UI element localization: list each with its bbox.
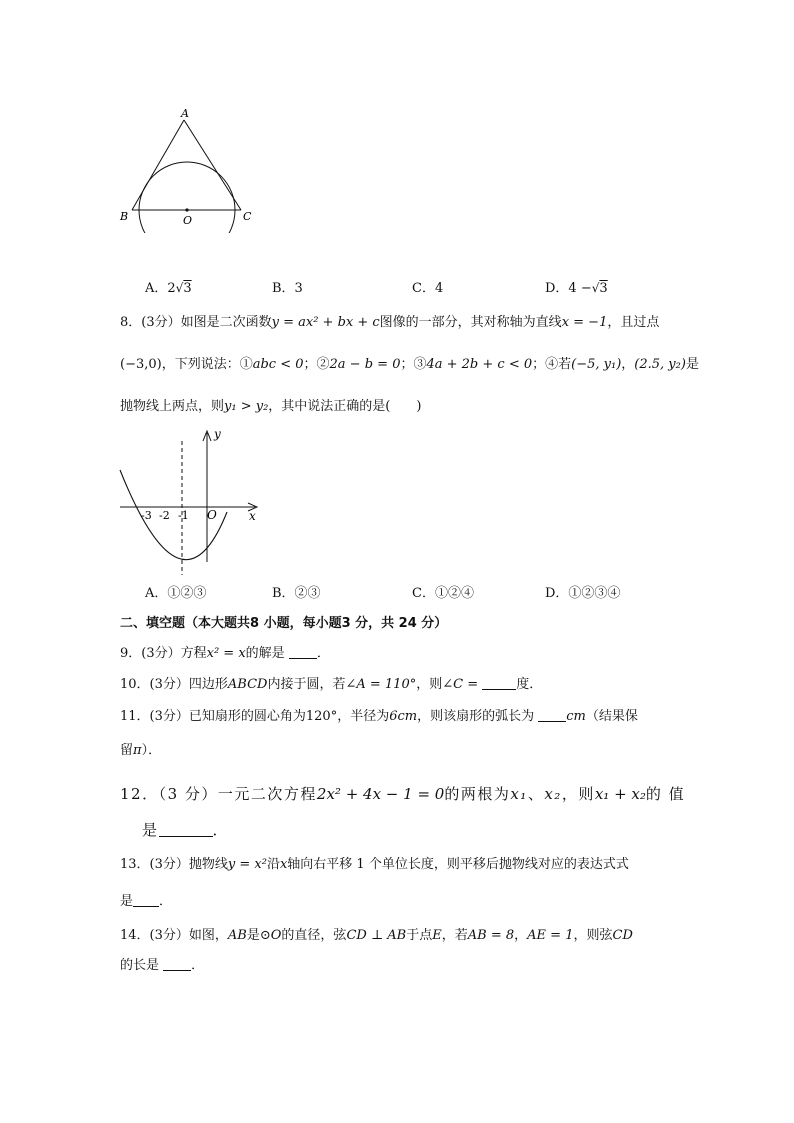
text: 是 <box>246 928 260 943</box>
text: 的长是 <box>120 958 160 973</box>
math: x₂ <box>544 785 562 803</box>
text: 度． <box>516 677 543 692</box>
tick-neg2: -2 <box>159 509 170 522</box>
math: x = −1 <box>561 315 608 330</box>
text: 13．(3分）抛物线 <box>120 857 228 872</box>
side-ab <box>132 120 184 210</box>
text: 轴向右平移 1 个单位长度，则平移后抛物线对应的表达式式 <box>287 857 629 872</box>
q8-line2 <box>120 356 699 374</box>
text: 9．(3分）方程 <box>120 646 207 661</box>
math: y = x² <box>227 857 267 872</box>
text: ，其中说法正确的是( ) <box>268 399 422 414</box>
text: 、 <box>527 785 545 803</box>
q8-line3 <box>120 398 421 416</box>
option-text: D．4 − <box>545 281 592 296</box>
text: ，则该扇形的弧长为 <box>417 709 535 724</box>
math: ABCD <box>227 677 268 692</box>
text: 于点 <box>406 928 433 943</box>
answer-blank[interactable] <box>159 824 213 837</box>
text: 抛物线上两点，则 <box>120 399 225 414</box>
text: ，若 <box>441 928 468 943</box>
section-heading: 二、填空题（本大题共8 小题，每小题3 分，共 24 分） <box>120 616 448 631</box>
math: x₁ + x₂ <box>594 785 646 803</box>
q7-option-b[interactable]: B．3 <box>272 281 303 296</box>
triangle-circle-figure <box>115 103 265 233</box>
label-a: A <box>181 107 189 120</box>
text: 8．(3分）如图是二次函数 <box>120 315 272 330</box>
text: ， <box>621 357 635 372</box>
q12-line1 <box>120 783 685 804</box>
q8-option-d[interactable]: D．①②③④ <box>545 586 621 601</box>
label-c: C <box>243 210 252 223</box>
math: ∠C = <box>442 677 479 692</box>
parabola-figure <box>115 425 270 580</box>
q11-line1 <box>120 708 638 726</box>
text: ，半径为 <box>337 709 390 724</box>
label-b: B <box>120 210 129 223</box>
text: 沿 <box>266 857 280 872</box>
text: ，则弦 <box>573 928 613 943</box>
q8-option-c[interactable]: C．①②④ <box>412 586 474 601</box>
text: 12．（3 分）一元二次方程 <box>120 785 317 803</box>
math: AE = 1 <box>527 928 574 943</box>
q8-option-a[interactable]: A．①②③ <box>145 586 207 601</box>
text: 10．(3分）四边形 <box>120 677 228 692</box>
text: ；③ <box>400 357 427 372</box>
text: ；② <box>303 357 330 372</box>
label-o: O <box>183 214 193 227</box>
math: 6cm <box>389 709 418 724</box>
text: ，则 <box>416 677 443 692</box>
tick-neg3: -3 <box>141 509 152 522</box>
math: 4a + 2b + c < 0 <box>426 357 533 372</box>
q13-line1 <box>120 856 629 874</box>
math: 120° <box>305 709 338 724</box>
text: 的解是 <box>245 646 285 661</box>
x-label: x <box>249 509 256 523</box>
math: y = ax² + bx + c <box>271 315 380 330</box>
text: ． <box>212 821 230 839</box>
text: ，下列说法：① <box>161 357 253 372</box>
q7-option-d[interactable]: D．4 −√3 <box>545 281 608 296</box>
text: ． <box>159 894 173 909</box>
math: abc < 0 <box>252 357 304 372</box>
q7-option-c[interactable]: C．4 <box>412 281 444 296</box>
q14-line2 <box>120 957 204 975</box>
text: 的 值 <box>645 785 686 803</box>
math: x² = x <box>206 646 246 661</box>
math: (−3,0) <box>120 357 162 372</box>
math: AB <box>227 928 247 943</box>
y-label: y <box>214 427 221 441</box>
text: 11．(3分）已知扇形的圆心角为 <box>120 709 306 724</box>
q9 <box>120 645 330 663</box>
math: y₁ > y₂ <box>224 399 269 414</box>
answer-blank[interactable] <box>482 677 516 690</box>
math: (−5, y₁) <box>571 357 622 372</box>
math: 2x² + 4x − 1 = 0 <box>316 785 445 803</box>
option-radicand: 3 <box>183 281 192 296</box>
text: 14．(3分）如图， <box>120 928 228 943</box>
text: ）． <box>141 743 162 758</box>
text: （结果保 <box>585 709 638 724</box>
text: 是 <box>685 357 699 372</box>
origin-label: O <box>207 508 217 522</box>
text: ， <box>514 928 528 943</box>
math: 2a − b = 0 <box>329 357 401 372</box>
math: CD <box>612 928 633 943</box>
answer-blank[interactable] <box>289 646 317 659</box>
math: cm <box>566 709 586 724</box>
option-label: A． <box>145 281 168 296</box>
text: ． <box>191 958 205 973</box>
math: (2.5, y₂) <box>634 357 686 372</box>
side-ac <box>184 120 241 210</box>
q8-line1 <box>120 314 659 332</box>
text: ． <box>316 646 330 661</box>
answer-blank[interactable] <box>538 709 566 722</box>
math: AB = 8 <box>467 928 515 943</box>
center-point <box>185 208 188 211</box>
text: 内接于圆，若 <box>267 677 346 692</box>
text: 图像的一部分，其对称轴为直线 <box>379 315 562 330</box>
text: ，且过点 <box>607 315 660 330</box>
text: 的直径，弦 <box>281 928 347 943</box>
text: 是 <box>120 894 134 909</box>
text: 的两根为 <box>444 785 511 803</box>
math: x <box>279 857 288 872</box>
tick-neg1: -1 <box>178 509 189 522</box>
math: ⊙O <box>259 928 282 943</box>
option-coef: 2 <box>167 281 176 296</box>
q8-option-b[interactable]: B．②③ <box>272 586 321 601</box>
q11-line2 <box>120 742 161 760</box>
q10 <box>120 676 542 694</box>
answer-blank[interactable] <box>163 958 191 971</box>
answer-blank[interactable] <box>133 894 159 907</box>
text: 留 <box>120 743 134 758</box>
q7-option-a[interactable]: A．2√3 <box>145 281 192 296</box>
math: ∠A = 110° <box>345 677 417 692</box>
text: ；④若 <box>532 357 572 372</box>
math: x₁ <box>510 785 528 803</box>
text: 是 <box>142 821 159 839</box>
q12-line2 <box>142 819 229 840</box>
math: E <box>432 928 442 943</box>
q13-line2 <box>120 893 172 911</box>
math: π <box>133 743 142 758</box>
math: CD ⊥ AB <box>346 928 407 943</box>
option-radicand: 3 <box>599 281 608 296</box>
text: ，则 <box>561 785 595 803</box>
q14-line1 <box>120 927 633 945</box>
